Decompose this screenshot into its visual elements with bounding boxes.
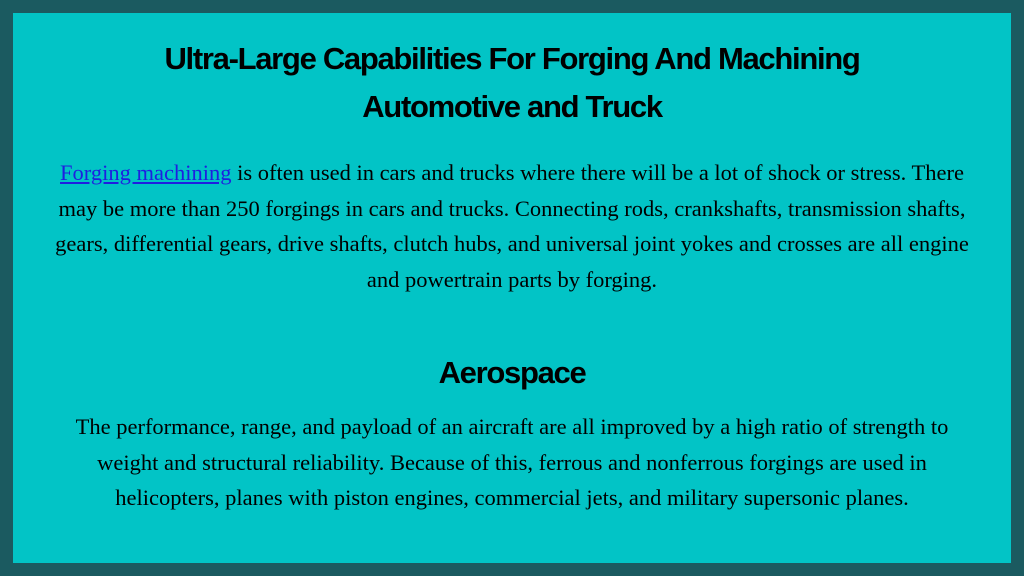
section-body-aerospace: The performance, range, and payload of an aircraft are all improved by a high ratio of strength to weight and structural reliability. Because of this, ferrous and nonferrous forgings are used in helicopters, planes with piston engines, commercial jets, and military supersonic planes. [75,414,949,510]
section-body-automotive [43,155,981,297]
automotive-body-text: is often used in cars and trucks where there will be a lot of shock or stress. There may be more than 250 forgings in cars and trucks. Connecting rods, crankshafts, transmission shafts, gears, differential gears, drive shafts, clutch hubs, and universal joint yokes and crosses are all engine and powertrain parts by forging. [55,160,969,292]
page-title: Ultra-Large Capabilities For Forging And Machining [164,41,860,76]
slide-panel [13,13,1011,563]
section-heading-automotive: Automotive and Truck [362,89,662,124]
forging-machining-link[interactable]: Forging machining [60,160,232,185]
section-heading-aerospace: Aerospace [438,355,586,390]
